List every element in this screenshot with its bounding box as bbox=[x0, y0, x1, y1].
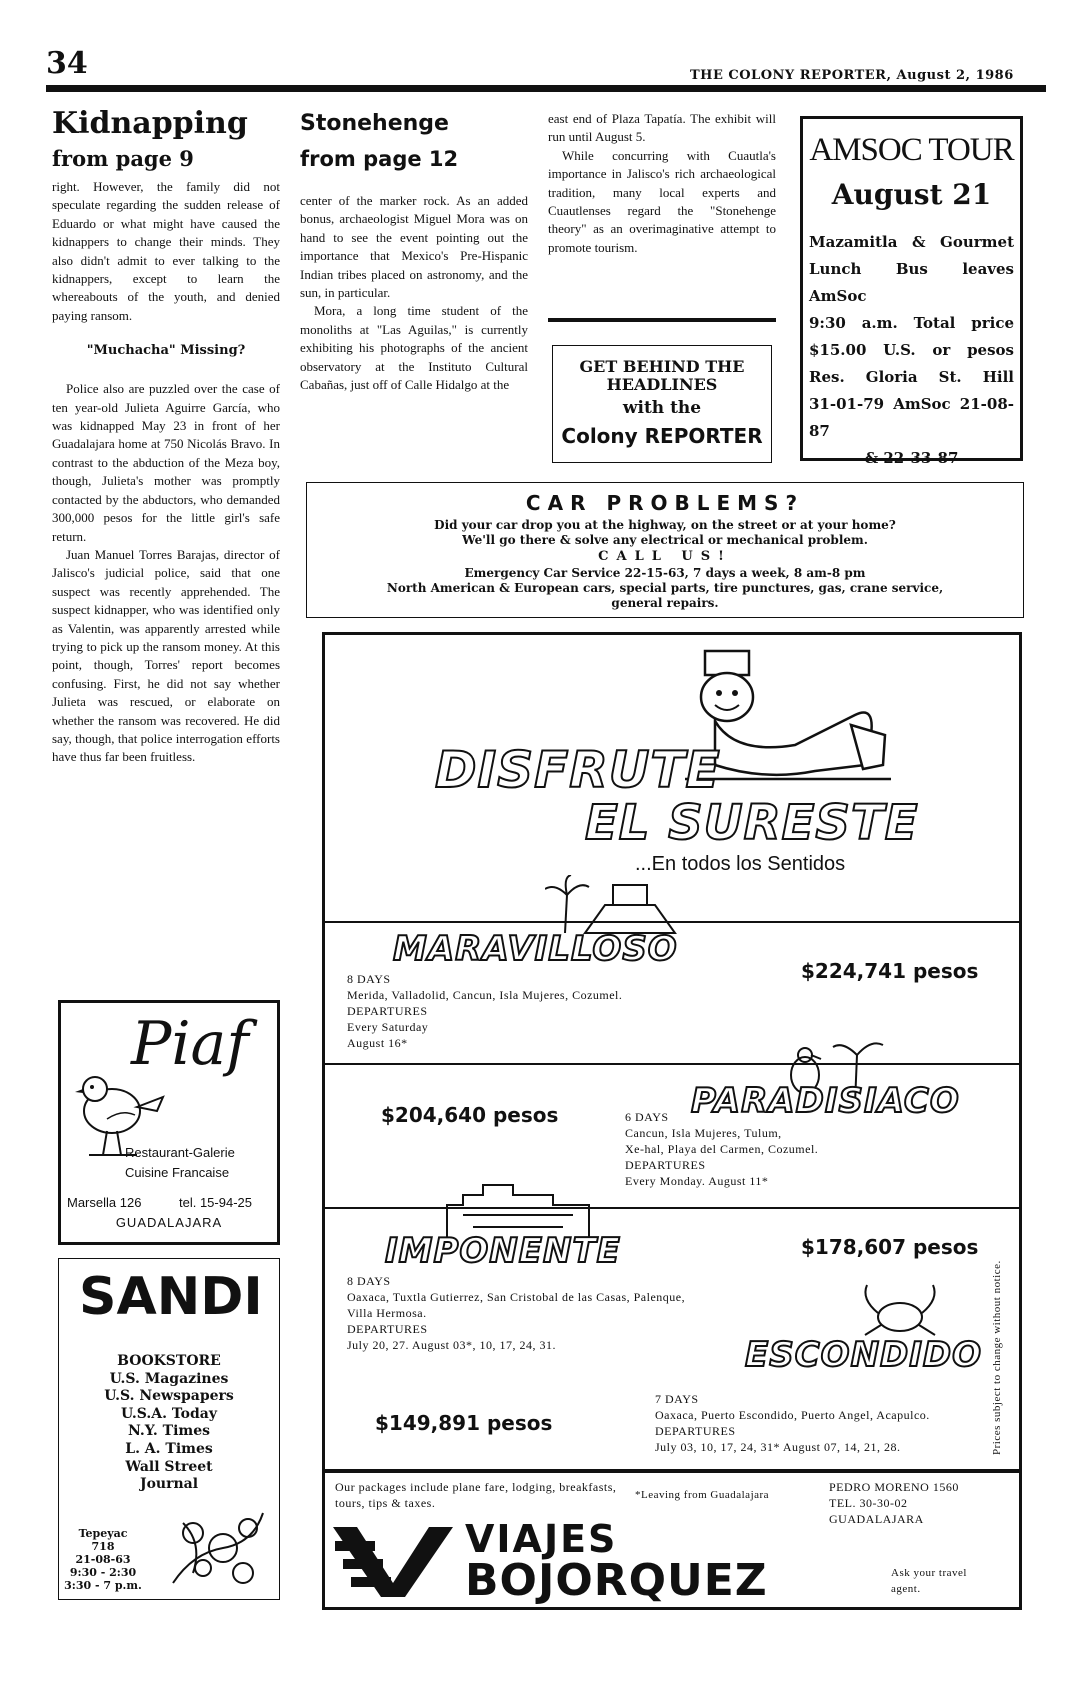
viajes-logo-icon bbox=[333, 1527, 453, 1597]
ad-line: general repairs. bbox=[611, 596, 719, 610]
brand-viajes: VIAJES bbox=[465, 1517, 618, 1561]
list-item: U.S.A. Today bbox=[120, 1405, 218, 1422]
ad-line: North American & European cars, special parts, tire punctures, gas, crane service, bbox=[386, 581, 944, 595]
agency-address: PEDRO MORENO 1560 bbox=[829, 1480, 959, 1494]
crab-icon bbox=[855, 1279, 945, 1339]
amsoc-tour-ad bbox=[800, 116, 1023, 467]
tour-price: $204,640 pesos bbox=[381, 1103, 559, 1127]
list-item: L. A. Times bbox=[125, 1440, 213, 1457]
ad-line: $15.00 U.S. or pesos bbox=[809, 341, 1014, 359]
tour-places: Merida, Valladolid, Cancun, Isla Mujeres, Cozumel. bbox=[347, 988, 623, 1002]
departures-label: DEPARTURES bbox=[347, 1322, 428, 1336]
tour-name: ESCONDIDO bbox=[745, 1335, 983, 1375]
contact-line: 21-08-63 bbox=[75, 1553, 131, 1566]
tour-places: Oaxaca, Puerto Escondido, Puerto Angel, Acapulco. bbox=[655, 1408, 930, 1422]
palm-temple-icon bbox=[545, 875, 685, 935]
tour-departures: August 16* bbox=[347, 1036, 408, 1050]
tour-places: Cancun, Isla Mujeres, Tulum, bbox=[625, 1126, 782, 1140]
ad-line: Mazamitla & Gourmet bbox=[809, 233, 1014, 251]
contact-line: Tepeyac bbox=[78, 1527, 128, 1540]
article-title: Kidnapping bbox=[52, 106, 248, 141]
tour-days: 8 DAYS bbox=[347, 1274, 391, 1288]
tour-departures: July 03, 10, 17, 24, 31* August 07, 14, 21, 28. bbox=[655, 1440, 901, 1454]
list-item: Wall Street bbox=[125, 1458, 213, 1475]
ad-line: with the bbox=[622, 398, 702, 418]
piaf-logo: Piaf bbox=[131, 1009, 249, 1079]
kidnapping-column bbox=[52, 106, 280, 767]
tour-days: 8 DAYS bbox=[347, 972, 391, 986]
divider bbox=[325, 1063, 1019, 1065]
sandi-contact bbox=[63, 1527, 143, 1592]
ornament-icon bbox=[163, 1503, 273, 1593]
tour-days: 6 DAYS bbox=[625, 1110, 669, 1124]
paragraph: east end of Plaza Tapatía. The exhibit will run until August 5. bbox=[548, 111, 776, 145]
ad-line: CALL US! bbox=[598, 549, 732, 564]
tour-departures: July 20, 27. August 03*, 10, 17, 24, 31. bbox=[347, 1338, 557, 1352]
ad-line: GET BEHIND THE bbox=[579, 357, 745, 376]
headlines-ad bbox=[552, 345, 772, 463]
ad-line: Colony REPORTER bbox=[561, 424, 763, 448]
sandi-logo: SANDI bbox=[79, 1267, 263, 1327]
tour-name: PARADISIACO bbox=[691, 1081, 960, 1121]
ad-line: We'll go there & solve any electrical or mechanical problem. bbox=[462, 533, 868, 547]
travel-ad bbox=[322, 632, 1022, 1610]
stonehenge-continued bbox=[548, 110, 776, 257]
list-item: N.Y. Times bbox=[127, 1423, 211, 1440]
footer-note: Our packages include plane fare, lodging, breakfasts, tours, tips & taxes. bbox=[335, 1480, 617, 1510]
list-item: Journal bbox=[139, 1476, 199, 1493]
tour-price: $178,607 pesos bbox=[801, 1235, 979, 1259]
tour-places: Xe-hal, Playa del Carmen, Cozumel. bbox=[625, 1142, 819, 1156]
agency-address: GUADALAJARA bbox=[829, 1512, 924, 1526]
article-jump: from page 9 bbox=[52, 146, 194, 171]
paragraph: While concurring with Cuautla's importance in Jalisco's rich archaeological tradition, many local experts and Cuautlenses regard the "Stonehenge theory" as an overimaginative attempt to promote tourism. bbox=[548, 147, 776, 255]
ad-line: 9:30 a.m. Total price bbox=[809, 314, 1014, 332]
ad-title: AMSOC TOUR bbox=[809, 132, 1014, 168]
departures-label: DEPARTURES bbox=[625, 1158, 706, 1172]
stonehenge-column bbox=[300, 106, 528, 394]
departures-label: DEPARTURES bbox=[655, 1424, 736, 1438]
ad-line: Restaurant-Galerie bbox=[125, 1145, 235, 1160]
paragraph: Police also are puzzled over the case of ten year-old Julieta Aguirre García, who was kidnapped May 23 in front of her Guadalajara home at 750 Nicolás Bravo. In contrast to the abduction of the Meza boy, though, Julieta's mother was promptly contacted by the abductors, who demanded 300,000 pesos for the little girl's safe return. bbox=[52, 381, 280, 544]
ad-line: Res. Gloria St. Hill bbox=[809, 368, 1014, 386]
tour-places: Oaxaca, Tuxtla Gutierrez, San Cristobal de las Casas, Palenque, bbox=[347, 1290, 686, 1304]
masthead: THE COLONY REPORTER, August 2, 1986 bbox=[690, 68, 1014, 83]
tour-places: Villa Hermosa. bbox=[347, 1306, 427, 1320]
ad-title: CAR PROBLEMS? bbox=[525, 491, 805, 515]
car-problems-ad bbox=[306, 482, 1024, 618]
paragraph: center of the marker rock. As an added bonus, archaeologist Miguel Mora was on hand to see the event pointing out the importance that Mexico's Pre-Hispanic Indian tribes placed on astronomy, and the sun, in particular. bbox=[300, 193, 528, 301]
tour-price: $224,741 pesos bbox=[801, 959, 979, 983]
ad-line: Lunch Bus leaves AmSoc bbox=[809, 260, 1014, 305]
ad-line: 31-01-79 AmSoc 21-08-87 bbox=[809, 395, 1014, 440]
ad-line: GUADALAJARA bbox=[115, 1215, 223, 1230]
agency-address: TEL. 30-30-02 bbox=[829, 1496, 908, 1510]
tagline: ...En todos los Sentidos bbox=[635, 853, 846, 875]
list-item: U.S. Newspapers bbox=[104, 1388, 234, 1405]
ad-line: tel. 15-94-25 bbox=[179, 1195, 252, 1210]
ad-line: Cuisine Francaise bbox=[125, 1165, 230, 1180]
paragraph: Mora, a long time student of the monoliths at "Las Aguilas," is currently exhibiting his photographs of the ancient observatory at the Instituto Cultural Cabañas, just off of Calle Hidalgo at the bbox=[300, 303, 528, 393]
tour-name: IMPONENTE bbox=[385, 1231, 621, 1271]
price-note: Prices subject to change without notice. bbox=[991, 1260, 1003, 1455]
list-item: U.S. Magazines bbox=[109, 1370, 229, 1387]
tour-departures: Every Saturday bbox=[347, 1020, 429, 1034]
article-title: Stonehenge bbox=[300, 111, 449, 136]
article-jump: from page 12 bbox=[300, 147, 459, 171]
sandi-list bbox=[79, 1353, 259, 1494]
sandi-ad bbox=[58, 1258, 280, 1600]
tour-departures: Every Monday. August 11* bbox=[625, 1174, 769, 1188]
ask-agent: Ask your travel agent. bbox=[891, 1567, 967, 1595]
ad-line: Marsella 126 bbox=[67, 1195, 142, 1210]
tour-price: $149,891 pesos bbox=[375, 1411, 553, 1435]
contact-line: 718 bbox=[91, 1540, 115, 1553]
headline-el-sureste: EL SURESTE bbox=[585, 795, 919, 851]
contact-line: 3:30 - 7 p.m. bbox=[64, 1579, 142, 1592]
ad-line: Did your car drop you at the highway, on the street or at your home? bbox=[434, 518, 896, 532]
brand-bojorquez: BOJORQUEZ bbox=[465, 1555, 768, 1606]
tour-days: 7 DAYS bbox=[655, 1392, 699, 1406]
contact-line: 9:30 - 2:30 bbox=[69, 1566, 137, 1579]
ad-date: August 21 bbox=[831, 178, 992, 211]
paragraph: right. However, the family did not speculate regarding the sudden release of Eduardo or what might have caused the kidnappers to change their minds. They also didn't admit to ever talking to the kidnappers, except to learn the whereabouts of the youth, and denied paying ransom. bbox=[52, 179, 280, 323]
leaving-note: *Leaving from Guadalajara bbox=[635, 1489, 770, 1501]
divider bbox=[325, 1207, 1019, 1209]
departures-label: DEPARTURES bbox=[347, 1004, 428, 1018]
headline-disfrute: DISFRUTE bbox=[435, 741, 721, 799]
ad-line: Emergency Car Service 22-15-63, 7 days a week, 8 am-8 pm bbox=[464, 566, 866, 580]
paragraph: Juan Manuel Torres Barajas, director of Jalisco's judicial police, said that one suspect was recently apprehended. The suspect kidnapper, who was identified only as Valentin, was apparently arrested while trying to pick up the ransom money. At this point, though, Torres' report becomes confusing. First, he did not say whether Julieta was rescued, or elaborate on whether the ransom was recovered. He did say, though, that police interrogation efforts have thus far been fruitless. bbox=[52, 546, 280, 765]
divider bbox=[325, 1469, 1019, 1473]
list-item: BOOKSTORE bbox=[117, 1353, 221, 1369]
ad-line: HEADLINES bbox=[606, 375, 718, 394]
ad-line: & 22-33-87 bbox=[864, 449, 959, 467]
subhead: "Muchacha" Missing? bbox=[86, 343, 246, 359]
tour-name: MARAVILLOSO bbox=[393, 929, 678, 969]
piaf-ad bbox=[58, 1000, 280, 1245]
header-rule bbox=[46, 85, 1046, 92]
page-number: 34 bbox=[46, 46, 88, 81]
column-rule bbox=[548, 318, 776, 322]
